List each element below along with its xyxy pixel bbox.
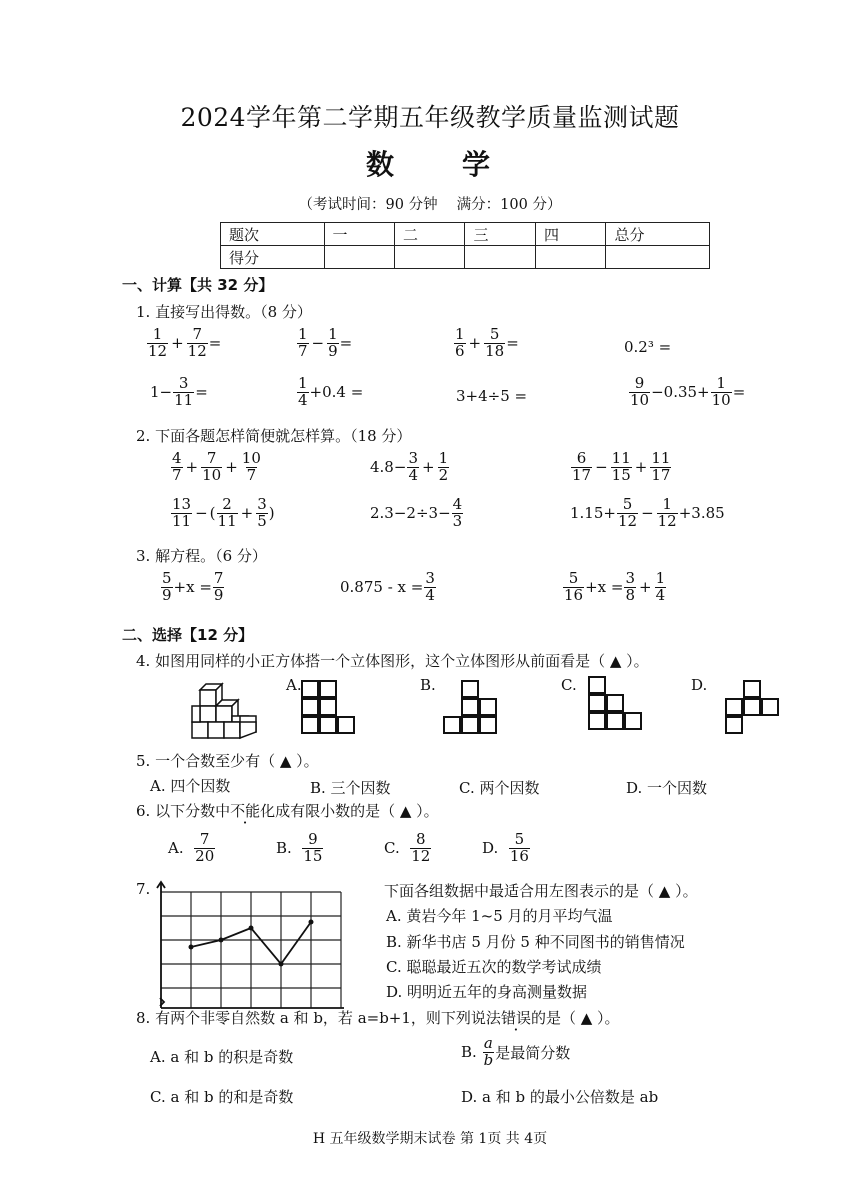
question-1: 1. 直接写出得数。（8 分）	[136, 303, 312, 321]
q5-option-b[interactable]: B. 三个因数	[310, 779, 391, 797]
score-table-score-row	[221, 246, 710, 269]
q7-option-d[interactable]: D. 明明近五年的身高测量数据	[386, 983, 588, 1001]
q8-option-a[interactable]: A. a 和 b 的积是奇数	[150, 1048, 294, 1066]
question-2: 2. 下面各题怎样简便就怎样算。（18 分）	[136, 427, 412, 445]
question-6: 6. 以下分数中不能化成有限小数的是（ ▲ ）。	[136, 802, 439, 820]
simplify-5: 2.3−2÷3− $\frac{4}{3}$	[370, 495, 463, 530]
calc-2b: $\frac{1}{4}$ +0.4 =	[298, 374, 364, 409]
question-8: 8. 有两个非零自然数 a 和 b，若 a=b+1，则下列说法错误的是（ ▲ ）。	[136, 1009, 620, 1027]
q4-option-b-figure[interactable]	[443, 680, 503, 738]
score-cell: 一	[324, 223, 394, 246]
score-cell: 二	[395, 223, 465, 246]
q8-option-b[interactable]: B. $\frac{a}{b}$ 是最简分数	[461, 1034, 571, 1069]
score-input-cell[interactable]	[395, 246, 465, 269]
score-cell: 三	[465, 223, 535, 246]
q4-option-d-figure[interactable]	[725, 680, 785, 742]
question-7: 下面各组数据中最适合用左图表示的是（ ▲ ）。	[384, 882, 698, 900]
q8-option-d[interactable]: D. a 和 b 的最小公倍数是 ab	[461, 1088, 659, 1106]
question-4: 4. 如图用同样的小正方体搭一个立体图形，这个立体图形从前面看是（ ▲ ）。	[136, 652, 649, 670]
score-table	[220, 222, 710, 269]
calc-1c: $\frac{1}{6}$ + $\frac{5}{18}$ =	[455, 325, 519, 360]
q8-option-c[interactable]: C. a 和 b 的和是奇数	[150, 1088, 294, 1106]
score-cell: 题次	[221, 223, 325, 246]
q4-label-a: A.	[286, 676, 302, 694]
q5-option-c[interactable]: C. 两个因数	[459, 779, 540, 797]
question-5: 5. 一个合数至少有（ ▲ ）。	[136, 752, 319, 770]
q7-option-a[interactable]: A. 黄岩今年 1~5 月的月平均气温	[386, 907, 613, 925]
calc-2c: 3+4÷5 =	[456, 387, 528, 405]
calc-2a: 1− $\frac{3}{11}$ =	[150, 374, 208, 409]
score-input-cell[interactable]	[324, 246, 394, 269]
simplify-3: $\frac{6}{17}$ − $\frac{11}{15}$ + $\frac{11}{17}$	[572, 449, 671, 484]
score-input-cell[interactable]	[606, 246, 710, 269]
exam-info: （考试时间：90 分钟 满分：100 分）	[298, 197, 562, 213]
question-7-number: 7.	[136, 880, 151, 898]
equation-3: $\frac{5}{16}$ +x = $\frac{3}{8}$ + $\frac{1}{4}$	[564, 569, 666, 604]
q5-option-d[interactable]: D. 一个因数	[626, 779, 708, 797]
calc-1d: 0.2³ =	[624, 338, 672, 356]
q6-option-a[interactable]: A. $\frac{7}{20}$	[168, 830, 215, 865]
q6-option-b[interactable]: B. $\frac{9}{15}$	[276, 830, 323, 865]
q4-label-b: B.	[420, 676, 436, 694]
score-cell: 得分	[221, 246, 325, 269]
section2-heading: 二、选择【12 分】	[122, 626, 254, 644]
calc-1a: $\frac{1}{12}$ + $\frac{7}{12}$ =	[148, 325, 222, 360]
q7-option-b[interactable]: B. 新华书店 5 月份 5 种不同图书的销售情况	[386, 933, 685, 951]
equation-2: 0.875 - x = $\frac{3}{4}$	[340, 569, 435, 604]
simplify-2: 4.8− $\frac{3}{4}$ + $\frac{1}{2}$	[370, 449, 449, 484]
simplify-1: $\frac{4}{7}$ + $\frac{7}{10}$ + $\frac{10}{7}$	[172, 449, 261, 484]
page-footer: H 五年级数学期末试卷 第 1页 共 4页	[312, 1131, 548, 1147]
section1-heading: 一、计算【共 32 分】	[122, 276, 274, 294]
exam-title: 2024学年第二学期五年级教学质量监测试题	[180, 103, 680, 132]
q4-label-c: C.	[561, 676, 577, 694]
line-chart-figure	[156, 880, 346, 1010]
q7-option-c[interactable]: C. 聪聪最近五次的数学考试成绩	[386, 958, 602, 976]
simplify-4: $\frac{13}{11}$ − ( $\frac{2}{11}$ + $\frac{3}{5}$ )	[172, 495, 275, 530]
simplify-6: 1.15+ $\frac{5}{12}$ − $\frac{1}{12}$ +3.85	[570, 495, 725, 530]
subject-title: 数 学	[365, 148, 494, 181]
question-3: 3. 解方程。（6 分）	[136, 547, 267, 565]
q4-label-d: D.	[691, 676, 708, 694]
cube-stack-figure	[186, 676, 266, 746]
equation-1: $\frac{5}{9}$ +x = $\frac{7}{9}$	[162, 569, 224, 604]
score-input-cell[interactable]	[535, 246, 605, 269]
score-table-header-row	[221, 223, 710, 246]
q6-option-c[interactable]: C. $\frac{8}{12}$	[384, 830, 431, 865]
calc-1b: $\frac{1}{7}$ − $\frac{1}{9}$ =	[298, 325, 353, 360]
calc-2d: $\frac{9}{10}$ −0.35+ $\frac{1}{10}$ =	[630, 374, 746, 409]
q5-option-a[interactable]: A. 四个因数	[150, 777, 231, 795]
q4-option-c-figure[interactable]	[588, 676, 648, 738]
score-input-cell[interactable]	[465, 246, 535, 269]
score-cell: 总分	[606, 223, 710, 246]
score-cell: 四	[535, 223, 605, 246]
q6-option-d[interactable]: D. $\frac{5}{16}$	[482, 830, 529, 865]
q4-option-a-figure[interactable]	[301, 680, 361, 738]
